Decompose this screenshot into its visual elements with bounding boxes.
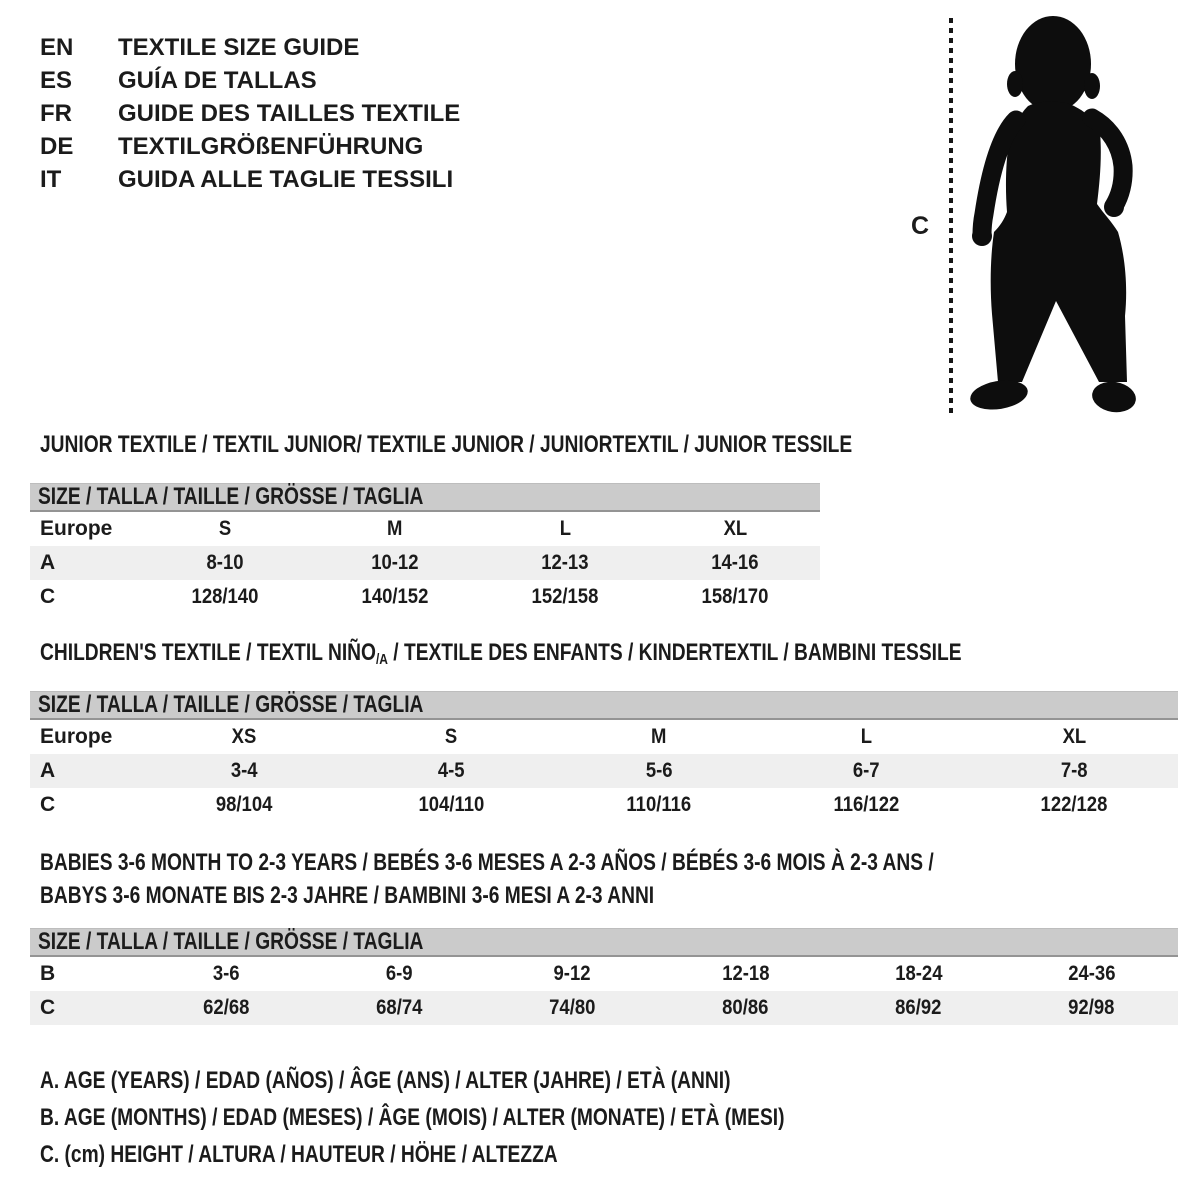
language-label: GUIDA ALLE TAGLIE TESSILI (118, 166, 454, 193)
language-code: FR (40, 100, 72, 127)
language-list (40, 31, 460, 196)
babies-section-title (40, 846, 1157, 912)
size-cell: 74/80 (549, 996, 596, 1019)
size-cell: 12-18 (721, 962, 770, 985)
row-label: Europe (40, 517, 113, 540)
size-cell: L (860, 725, 873, 748)
language-row (40, 31, 460, 64)
size-cell: M (651, 725, 667, 748)
language-code: DE (40, 133, 74, 160)
height-measure-line (949, 18, 953, 417)
row-label: C (40, 996, 56, 1019)
size-cell: 104/110 (418, 793, 485, 816)
size-cell: 6-7 (853, 759, 880, 782)
table-row-europe (30, 720, 1178, 754)
table-row-europe (30, 512, 820, 546)
junior-section-title-text: JUNIOR TEXTILE / TEXTIL JUNIOR/ TEXTILE JUNIOR / JUNIORTEXTIL / JUNIOR TESSILE (40, 431, 853, 458)
row-label: C (40, 793, 56, 816)
title-subscript: /A (375, 651, 388, 668)
language-row (40, 64, 460, 97)
size-cell: 6-9 (386, 962, 413, 985)
language-label: GUIDE DES TAILLES TEXTILE (118, 100, 461, 127)
size-cell: 3-4 (230, 759, 258, 782)
size-cell: XL (723, 517, 747, 540)
size-cell: S (445, 725, 458, 748)
size-cell: 10-12 (371, 551, 419, 574)
language-row (40, 130, 460, 163)
language-code: ES (40, 67, 73, 94)
size-header-bar (30, 483, 820, 512)
legend (40, 1062, 971, 1173)
size-header-text: SIZE / TALLA / TAILLE / GRÖSSE / TAGLIA (38, 928, 424, 955)
babies-size-table (30, 928, 1178, 1025)
language-label: TEXTILE SIZE GUIDE (118, 34, 360, 61)
size-cell: 62/68 (203, 996, 250, 1019)
language-label: TEXTILGRÖßENFÜHRUNG (118, 133, 424, 160)
size-cell: 80/86 (722, 996, 769, 1019)
size-cell: L (559, 517, 571, 540)
size-cell: 110/116 (626, 793, 692, 816)
size-header-bar (30, 691, 1178, 720)
size-cell: 122/128 (1040, 793, 1108, 816)
language-code: IT (40, 166, 62, 193)
size-cell: 86/92 (895, 996, 942, 1019)
legend-line-c: C. (cm) HEIGHT / ALTURA / HAUTEUR / HÖHE / ALTEZZA (40, 1141, 558, 1168)
size-cell: S (218, 517, 232, 540)
size-cell: 158/170 (701, 585, 769, 608)
height-measure-label: C (911, 212, 930, 240)
size-cell: 98/104 (215, 793, 273, 816)
junior-section-title (40, 432, 1055, 457)
size-cell: 3-6 (213, 962, 240, 985)
row-label: A (40, 759, 56, 782)
size-cell: M (387, 517, 403, 540)
language-row (40, 163, 460, 196)
babies-title-line1: BABIES 3-6 MONTH TO 2-3 YEARS / BEBÉS 3-6 MESES A 2-3 AÑOS / BÉBÉS 3-6 MOIS À 2-3 ANS / (40, 849, 934, 876)
table-row-a (30, 754, 1178, 788)
size-cell: 4-5 (438, 759, 465, 782)
size-cell: 8-10 (206, 551, 244, 574)
legend-line-a: A. AGE (YEARS) / EDAD (AÑOS) / ÂGE (ANS) / ALTER (JAHRE) / ETÀ (ANNI) (40, 1067, 731, 1094)
size-cell: 116/122 (833, 793, 900, 816)
size-header-bar (30, 928, 1178, 957)
size-cell: 92/98 (1068, 996, 1115, 1019)
size-cell: 12-13 (541, 551, 589, 574)
babies-title-line2: BABYS 3-6 MONATE BIS 2-3 JAHRE / BAMBINI 3-6 MESI A 2-3 ANNI (40, 882, 655, 909)
row-label: C (40, 585, 56, 608)
size-cell: 14-16 (711, 551, 759, 574)
language-label: GUÍA DE TALLAS (118, 67, 317, 94)
size-cell: 9-12 (554, 962, 591, 985)
size-cell: 24-36 (1067, 962, 1116, 985)
size-cell: 128/140 (191, 585, 259, 608)
children-size-table (30, 691, 1178, 822)
size-cell: 140/152 (361, 585, 429, 608)
table-row-c (30, 788, 1178, 822)
children-section-title (40, 640, 1192, 672)
language-row (40, 97, 460, 130)
legend-line-b: B. AGE (MONTHS) / EDAD (MESES) / ÂGE (MOIS) / ALTER (MONATE) / ETÀ (MESI) (40, 1104, 785, 1131)
row-label: B (40, 962, 56, 985)
size-header-text: SIZE / TALLA / TAILLE / GRÖSSE / TAGLIA (38, 691, 424, 718)
size-cell: 18-24 (894, 962, 943, 985)
language-code: EN (40, 34, 74, 61)
junior-size-table (30, 483, 820, 614)
size-cell: XS (231, 725, 257, 748)
table-row-c (30, 580, 820, 614)
size-cell: 7-8 (1060, 759, 1088, 782)
table-row-b (30, 957, 1178, 991)
table-row-a (30, 546, 820, 580)
size-header-text: SIZE / TALLA / TAILLE / GRÖSSE / TAGLIA (38, 483, 424, 510)
row-label: A (40, 551, 56, 574)
children-section-title-text: CHILDREN'S TEXTILE / TEXTIL NIÑO/A / TEXTILE DES ENFANTS / KINDERTEXTIL / BAMBINI TESSILE (40, 639, 962, 668)
row-label: Europe (40, 725, 113, 748)
toddler-silhouette-icon (968, 14, 1138, 422)
size-cell: 68/74 (376, 996, 423, 1019)
size-cell: 152/158 (531, 585, 599, 608)
size-cell: XL (1062, 725, 1086, 748)
size-cell: 5-6 (645, 759, 673, 782)
table-row-c (30, 991, 1178, 1025)
